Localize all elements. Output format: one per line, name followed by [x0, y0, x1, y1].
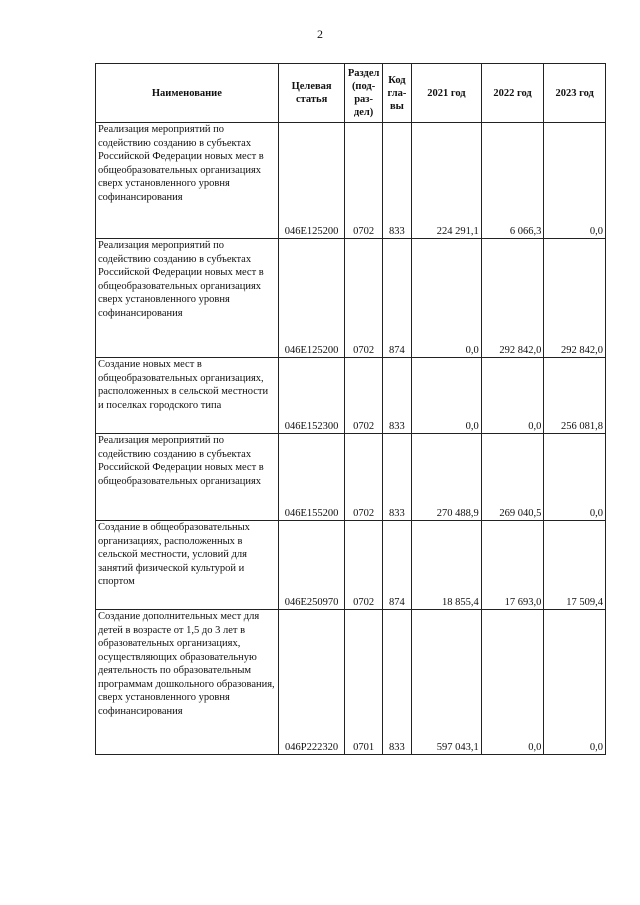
row-target-code: 046P222320 — [278, 610, 345, 755]
table-row — [96, 358, 606, 434]
table-row — [96, 434, 606, 521]
row-chapter: 833 — [382, 610, 411, 755]
row-2023: 292 842,0 — [544, 239, 606, 358]
row-target-code: 046E125200 — [278, 123, 345, 239]
row-2023: 256 081,8 — [544, 358, 606, 434]
row-name: Реализация мероприятий по содействию созданию в субъектах Российской Федерации новых мест в общеобразовательных организациях сверх установленного уровня софинансирования — [96, 239, 279, 358]
row-2021: 270 488,9 — [412, 434, 482, 521]
row-2022: 6 066,3 — [481, 123, 544, 239]
row-target-code: 046E152300 — [278, 358, 345, 434]
row-name: Создание дополнительных мест для детей в возрасте от 1,5 до 3 лет в образовательных организациях, осуществляющих образовательную деятельность по образовательным программам дошкольного образования, сверх установленного уровня софинансирования — [96, 610, 279, 755]
row-section: 0701 — [345, 610, 382, 755]
row-name: Создание в общеобразовательных организациях, расположенных в сельской местности, условий для занятий физической культурой и спортом — [96, 521, 279, 610]
row-chapter: 833 — [382, 434, 411, 521]
table-row — [96, 123, 606, 239]
row-2021: 18 855,4 — [412, 521, 482, 610]
row-2023: 17 509,4 — [544, 521, 606, 610]
row-section: 0702 — [345, 239, 382, 358]
row-target-code: 046E155200 — [278, 434, 345, 521]
row-chapter: 833 — [382, 358, 411, 434]
row-2022: 17 693,0 — [481, 521, 544, 610]
page-number: 2 — [317, 27, 323, 41]
budget-table — [95, 63, 606, 755]
row-2023: 0,0 — [544, 123, 606, 239]
row-2021: 0,0 — [412, 358, 482, 434]
row-name: Создание новых мест в общеобразовательных организациях, расположенных в сельской местности и поселках городского типа — [96, 358, 279, 434]
row-2023: 0,0 — [544, 434, 606, 521]
table-header-row — [96, 64, 606, 123]
row-2021: 0,0 — [412, 239, 482, 358]
row-section: 0702 — [345, 434, 382, 521]
row-2022: 0,0 — [481, 610, 544, 755]
row-2022: 0,0 — [481, 358, 544, 434]
row-target-code: 046E250970 — [278, 521, 345, 610]
row-2021: 597 043,1 — [412, 610, 482, 755]
row-2022: 292 842,0 — [481, 239, 544, 358]
row-2021: 224 291,1 — [412, 123, 482, 239]
row-section: 0702 — [345, 521, 382, 610]
row-name: Реализация мероприятий по содействию созданию в субъектах Российской Федерации новых мест в общеобразовательных организациях — [96, 434, 279, 521]
header-section: Раздел (под- раз- дел) — [345, 64, 382, 123]
row-section: 0702 — [345, 358, 382, 434]
table-row — [96, 610, 606, 755]
header-2023: 2023 год — [544, 64, 606, 123]
header-2021: 2021 год — [412, 64, 482, 123]
row-chapter: 833 — [382, 123, 411, 239]
table-row — [96, 521, 606, 610]
header-2022: 2022 год — [481, 64, 544, 123]
header-chapter: Код гла- вы — [382, 64, 411, 123]
header-target: Целевая статья — [278, 64, 345, 123]
row-section: 0702 — [345, 123, 382, 239]
row-chapter: 874 — [382, 239, 411, 358]
row-target-code: 046E125200 — [278, 239, 345, 358]
table-row — [96, 239, 606, 358]
header-name: Наименование — [96, 64, 279, 123]
row-chapter: 874 — [382, 521, 411, 610]
row-2022: 269 040,5 — [481, 434, 544, 521]
row-name: Реализация мероприятий по содействию созданию в субъектах Российской Федерации новых мест в общеобразовательных организациях сверх установленного уровня софинансирования — [96, 123, 279, 239]
row-2023: 0,0 — [544, 610, 606, 755]
